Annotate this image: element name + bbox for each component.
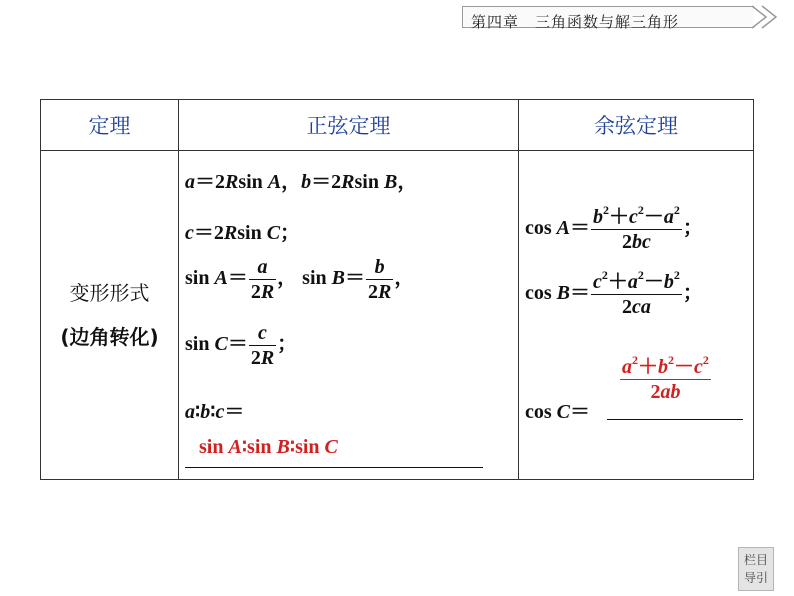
row-label-line2: (边角转化) bbox=[60, 325, 159, 349]
fraction-cosB: $\frac{c^2+a^2-b^2}{2ca}$ bbox=[593, 268, 680, 318]
chevron-right-icon bbox=[748, 4, 788, 30]
nav-label-line1: 栏目 bbox=[743, 553, 768, 567]
row-label-line1: 变形形式 bbox=[69, 281, 150, 305]
cosine-line-C-prefix: cos C＝ bbox=[525, 401, 591, 423]
chapter-header-box bbox=[462, 6, 754, 31]
cosine-law-forms bbox=[519, 151, 754, 480]
sine-line-4: sin C＝ $\frac{c}{2R}$ ； bbox=[185, 322, 298, 369]
theorem-table bbox=[40, 99, 754, 480]
cosine-line-B: cos B＝ $\frac{c^2+a^2-b^2}{2ca}$ ； bbox=[525, 268, 703, 318]
cosC-answer bbox=[619, 353, 712, 403]
section-nav-button[interactable] bbox=[738, 547, 774, 591]
nav-label-line2: 导引 bbox=[743, 571, 768, 585]
sine-ratio-answer: sin A∶sin B∶sin C bbox=[199, 436, 338, 458]
sine-line-2: c＝2Rsin C； bbox=[185, 222, 301, 244]
fraction-a-over-2R: $\frac{a}{2R}$ bbox=[250, 256, 275, 303]
sine-law-forms bbox=[179, 151, 519, 480]
fraction-cosA: $\frac{b^2+c^2-a^2}{2bc}$ bbox=[593, 203, 680, 253]
sine-line-1: a＝2Rsin A，b＝2Rsin B， bbox=[185, 171, 418, 193]
answer-blank-line bbox=[185, 467, 483, 468]
chapter-title: 第四章 三角函数与解三角形 bbox=[471, 15, 680, 31]
row-label bbox=[41, 151, 179, 480]
fraction-cosC: $\frac{a^2+b^2-c^2}{2ab}$ bbox=[622, 353, 709, 403]
cosine-line-A: cos A＝ $\frac{b^2+c^2-a^2}{2bc}$ ； bbox=[525, 203, 703, 253]
fraction-c-over-2R: $\frac{c}{2R}$ bbox=[250, 322, 275, 369]
cosC-blank-line bbox=[607, 419, 743, 420]
sine-line-5: a∶b∶c＝ bbox=[185, 401, 245, 423]
table-header-row bbox=[41, 100, 754, 151]
fraction-b-over-2R: $\frac{b}{2R}$ bbox=[367, 256, 392, 303]
chapter-header bbox=[462, 4, 790, 30]
table-row-variants bbox=[41, 151, 754, 480]
header-theorem: 定理 bbox=[41, 100, 179, 151]
header-cosine-law: 余弦定理 bbox=[519, 100, 754, 151]
header-sine-law: 正弦定理 bbox=[179, 100, 519, 151]
sine-line-3: sin A＝ $\frac{a}{2R}$ ， sin B＝ $\frac{b}{2R}$ ， bbox=[185, 256, 415, 303]
